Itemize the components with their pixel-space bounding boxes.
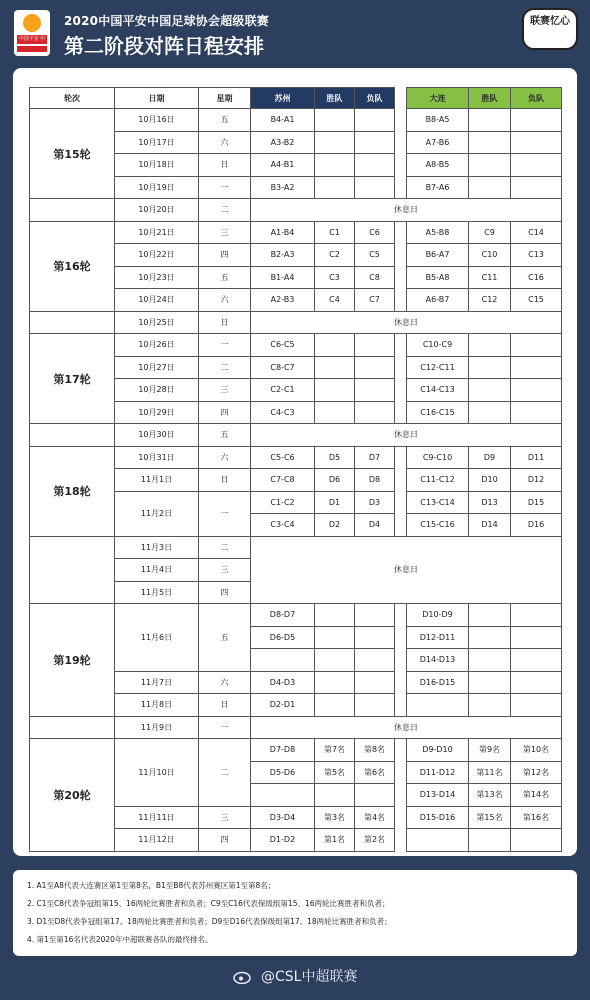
- dalian-loser: 第12名: [511, 761, 562, 784]
- suzhou-loser: C7: [355, 289, 395, 312]
- dalian-winner: 第11名: [469, 761, 511, 784]
- dalian-match: D11-D12: [407, 761, 469, 784]
- dalian-match: C12-C11: [407, 356, 469, 379]
- suzhou-loser: 第2名: [355, 829, 395, 852]
- date-cell: 10月23日: [115, 266, 199, 289]
- round-label: [30, 536, 115, 604]
- dalian-match: [407, 694, 469, 717]
- suzhou-winner: C2: [315, 244, 355, 267]
- weekday-cell: 六: [199, 131, 251, 154]
- dalian-loser: [511, 356, 562, 379]
- date-cell: 10月27日: [115, 356, 199, 379]
- suzhou-winner: [315, 626, 355, 649]
- suzhou-match: A4-B1: [251, 154, 315, 177]
- ball-icon: [23, 14, 41, 32]
- dalian-loser: D15: [511, 491, 562, 514]
- suzhou-loser: D4: [355, 514, 395, 537]
- dalian-winner: 第13名: [469, 784, 511, 807]
- suzhou-match: C4-C3: [251, 401, 315, 424]
- match-row: [30, 109, 562, 132]
- header-suzhou: 苏州: [251, 88, 315, 109]
- dalian-match: B8-A5: [407, 109, 469, 132]
- column-gap: [395, 244, 407, 267]
- rest-row: [30, 199, 562, 222]
- date-cell: 10月18日: [115, 154, 199, 177]
- dalian-winner: [469, 401, 511, 424]
- rest-day-label: 休息日: [251, 199, 562, 222]
- weekday-cell: 五: [199, 266, 251, 289]
- suzhou-match: [251, 784, 315, 807]
- suzhou-loser: [355, 334, 395, 357]
- suzhou-winner: 第7名: [315, 739, 355, 762]
- dalian-loser: [511, 154, 562, 177]
- column-gap: [395, 829, 407, 852]
- suzhou-loser: [355, 694, 395, 717]
- dalian-winner: D9: [469, 446, 511, 469]
- suzhou-match: C1-C2: [251, 491, 315, 514]
- weekday-cell: 一: [199, 491, 251, 536]
- column-gap: [395, 761, 407, 784]
- suzhou-winner: [315, 334, 355, 357]
- weekday-cell: 日: [199, 469, 251, 492]
- suzhou-match: B4-A1: [251, 109, 315, 132]
- rest-day-label: 休息日: [251, 424, 562, 447]
- dalian-match: D16-D15: [407, 671, 469, 694]
- suzhou-loser: [355, 131, 395, 154]
- suzhou-match: D1-D2: [251, 829, 315, 852]
- dalian-match: C10-C9: [407, 334, 469, 357]
- suzhou-loser: [355, 649, 395, 672]
- date-cell: 10月29日: [115, 401, 199, 424]
- column-gap: [395, 604, 407, 627]
- weekday-cell: 一: [199, 334, 251, 357]
- suzhou-loser: C5: [355, 244, 395, 267]
- weekday-cell: 三: [199, 559, 251, 582]
- suzhou-winner: [315, 649, 355, 672]
- date-cell: 10月31日: [115, 446, 199, 469]
- suzhou-loser: D7: [355, 446, 395, 469]
- dalian-winner: [469, 334, 511, 357]
- schedule-table: [29, 87, 562, 852]
- dalian-loser: 第16名: [511, 806, 562, 829]
- dalian-loser: [511, 671, 562, 694]
- date-cell: 10月30日: [115, 424, 199, 447]
- suzhou-loser: [355, 626, 395, 649]
- rest-day-label: 休息日: [251, 536, 562, 604]
- note-2: 2. C1至C8代表争冠组第15、16两轮比赛胜者和负者；C9至C16代表保级组第15、16两轮比赛胜者和负者；: [27, 899, 390, 908]
- dalian-match: C14-C13: [407, 379, 469, 402]
- weekday-cell: 日: [199, 311, 251, 334]
- suzhou-winner: C4: [315, 289, 355, 312]
- suzhou-match: C6-C5: [251, 334, 315, 357]
- suzhou-winner: [315, 379, 355, 402]
- weekday-cell: 日: [199, 694, 251, 717]
- dalian-match: D9-D10: [407, 739, 469, 762]
- suzhou-winner: [315, 671, 355, 694]
- dalian-match: D14-D13: [407, 649, 469, 672]
- dalian-winner: 第15名: [469, 806, 511, 829]
- note-4: 4. 第1至第16名代表2020年中超联赛各队的最终排名。: [27, 935, 213, 944]
- dalian-winner: [469, 131, 511, 154]
- suzhou-loser: [355, 671, 395, 694]
- schedule-panel: [13, 68, 577, 856]
- column-gap: [395, 784, 407, 807]
- weekday-cell: 四: [199, 829, 251, 852]
- dalian-loser: [511, 334, 562, 357]
- suzhou-loser: D8: [355, 469, 395, 492]
- weekday-cell: 四: [199, 581, 251, 604]
- dalian-match: B6-A7: [407, 244, 469, 267]
- date-cell: 10月24日: [115, 289, 199, 312]
- date-cell: 11月9日: [115, 716, 199, 739]
- column-gap: [395, 649, 407, 672]
- suzhou-match: C2-C1: [251, 379, 315, 402]
- weekday-cell: 五: [199, 424, 251, 447]
- suzhou-match: [251, 649, 315, 672]
- dalian-loser: C16: [511, 266, 562, 289]
- column-gap: [395, 694, 407, 717]
- dalian-winner: [469, 694, 511, 717]
- date-cell: 11月11日: [115, 806, 199, 829]
- date-cell: 10月16日: [115, 109, 199, 132]
- page-subtitle: 2020中国平安中国足球协会超级联赛: [64, 14, 269, 28]
- suzhou-match: B2-A3: [251, 244, 315, 267]
- dalian-match: D15-D16: [407, 806, 469, 829]
- date-cell: 11月10日: [115, 739, 199, 807]
- suzhou-winner: [315, 604, 355, 627]
- suzhou-loser: C8: [355, 266, 395, 289]
- rest-row: [30, 424, 562, 447]
- date-cell: 11月3日: [115, 536, 199, 559]
- suzhou-loser: [355, 784, 395, 807]
- suzhou-loser: 第6名: [355, 761, 395, 784]
- round-label: 第20轮: [30, 739, 115, 852]
- column-gap: [395, 109, 407, 132]
- suzhou-winner: D6: [315, 469, 355, 492]
- weekday-cell: 日: [199, 154, 251, 177]
- round-label: [30, 716, 115, 739]
- weekday-cell: 三: [199, 806, 251, 829]
- header: [0, 0, 590, 66]
- suzhou-match: A2-B3: [251, 289, 315, 312]
- suzhou-match: A3-B2: [251, 131, 315, 154]
- dalian-winner: C9: [469, 221, 511, 244]
- suzhou-winner: C3: [315, 266, 355, 289]
- suzhou-winner: [315, 784, 355, 807]
- notes-box: [13, 870, 577, 956]
- header-winner: 胜队: [315, 88, 355, 109]
- date-cell: 10月20日: [115, 199, 199, 222]
- logo-text: 中国平安 中: [18, 36, 46, 42]
- dalian-match: B5-A8: [407, 266, 469, 289]
- suzhou-winner: 第1名: [315, 829, 355, 852]
- weibo-icon: [233, 970, 253, 984]
- header-winner: 胜队: [469, 88, 511, 109]
- date-cell: 11月7日: [115, 671, 199, 694]
- footer: [0, 966, 590, 986]
- slogan-badge: 联赛忆心: [522, 8, 578, 50]
- weekday-cell: 三: [199, 221, 251, 244]
- dalian-match: C9-C10: [407, 446, 469, 469]
- dalian-match: C13-C14: [407, 491, 469, 514]
- suzhou-loser: 第8名: [355, 739, 395, 762]
- column-gap: [395, 446, 407, 469]
- suzhou-winner: [315, 154, 355, 177]
- suzhou-winner: D5: [315, 446, 355, 469]
- round-label: 第15轮: [30, 109, 115, 199]
- suzhou-match: C7-C8: [251, 469, 315, 492]
- dalian-loser: D16: [511, 514, 562, 537]
- dalian-match: C16-C15: [407, 401, 469, 424]
- column-gap: [395, 401, 407, 424]
- suzhou-loser: [355, 176, 395, 199]
- dalian-match: C11-C12: [407, 469, 469, 492]
- dalian-match: D10-D9: [407, 604, 469, 627]
- round-label: [30, 311, 115, 334]
- dalian-loser: C13: [511, 244, 562, 267]
- column-gap: [395, 469, 407, 492]
- dalian-loser: C15: [511, 289, 562, 312]
- date-cell: 11月12日: [115, 829, 199, 852]
- column-gap: [395, 131, 407, 154]
- dalian-loser: [511, 131, 562, 154]
- rest-row: [30, 311, 562, 334]
- footer-text: @CSL中超联赛: [260, 969, 358, 985]
- weekday-cell: 二: [199, 739, 251, 807]
- dalian-loser: 第14名: [511, 784, 562, 807]
- suzhou-match: D2-D1: [251, 694, 315, 717]
- weekday-cell: 一: [199, 716, 251, 739]
- date-cell: 11月2日: [115, 491, 199, 536]
- column-gap: [395, 739, 407, 762]
- column-gap: [395, 626, 407, 649]
- round-label: [30, 424, 115, 447]
- dalian-winner: D14: [469, 514, 511, 537]
- suzhou-loser: [355, 109, 395, 132]
- suzhou-winner: 第3名: [315, 806, 355, 829]
- header-dalian: 大连: [407, 88, 469, 109]
- dalian-loser: [511, 694, 562, 717]
- dalian-winner: C10: [469, 244, 511, 267]
- date-cell: 10月21日: [115, 221, 199, 244]
- weekday-cell: 二: [199, 199, 251, 222]
- dalian-match: A8-B5: [407, 154, 469, 177]
- date-cell: 11月6日: [115, 604, 199, 672]
- dalian-match: A5-B8: [407, 221, 469, 244]
- note-3: 3. D1至D8代表争冠组第17、18两轮比赛胜者和负者；D9至D16代表保级组第17、18两轮比赛胜者和负者；: [27, 917, 392, 926]
- dalian-winner: C11: [469, 266, 511, 289]
- dalian-loser: C14: [511, 221, 562, 244]
- header-date: 日期: [115, 88, 199, 109]
- round-label: [30, 199, 115, 222]
- dalian-winner: D10: [469, 469, 511, 492]
- dalian-loser: 第10名: [511, 739, 562, 762]
- match-row: [30, 221, 562, 244]
- weekday-cell: 六: [199, 671, 251, 694]
- dalian-match: D13-D14: [407, 784, 469, 807]
- suzhou-winner: [315, 694, 355, 717]
- date-cell: 10月25日: [115, 311, 199, 334]
- dalian-winner: [469, 626, 511, 649]
- suzhou-winner: D1: [315, 491, 355, 514]
- page-title: 第二阶段对阵日程安排: [64, 34, 264, 58]
- suzhou-loser: [355, 401, 395, 424]
- weekday-cell: 一: [199, 176, 251, 199]
- match-row: [30, 334, 562, 357]
- weekday-cell: 五: [199, 109, 251, 132]
- column-gap: [395, 491, 407, 514]
- suzhou-loser: [355, 604, 395, 627]
- suzhou-match: C3-C4: [251, 514, 315, 537]
- date-cell: 10月22日: [115, 244, 199, 267]
- column-gap: [395, 334, 407, 357]
- match-row: [30, 604, 562, 627]
- round-label: 第18轮: [30, 446, 115, 536]
- header-loser: 负队: [511, 88, 562, 109]
- rest-day-label: 休息日: [251, 311, 562, 334]
- column-gap: [395, 379, 407, 402]
- suzhou-match: B1-A4: [251, 266, 315, 289]
- table-header-row: [30, 88, 562, 109]
- column-gap: [395, 289, 407, 312]
- suzhou-match: D3-D4: [251, 806, 315, 829]
- weekday-cell: 三: [199, 379, 251, 402]
- column-gap: [395, 806, 407, 829]
- dalian-winner: [469, 379, 511, 402]
- rest-day-label: 休息日: [251, 716, 562, 739]
- dalian-match: A6-B7: [407, 289, 469, 312]
- dalian-winner: [469, 671, 511, 694]
- csl-logo: [14, 10, 50, 56]
- suzhou-match: D8-D7: [251, 604, 315, 627]
- dalian-loser: D12: [511, 469, 562, 492]
- suzhou-winner: [315, 131, 355, 154]
- header-loser: 负队: [355, 88, 395, 109]
- dalian-winner: D13: [469, 491, 511, 514]
- date-cell: 11月4日: [115, 559, 199, 582]
- dalian-loser: [511, 176, 562, 199]
- suzhou-loser: [355, 356, 395, 379]
- suzhou-winner: C1: [315, 221, 355, 244]
- dalian-winner: [469, 109, 511, 132]
- weekday-cell: 六: [199, 446, 251, 469]
- suzhou-match: D6-D5: [251, 626, 315, 649]
- dalian-match: B7-A6: [407, 176, 469, 199]
- dalian-loser: [511, 649, 562, 672]
- dalian-winner: [469, 176, 511, 199]
- round-label: 第16轮: [30, 221, 115, 311]
- date-cell: 10月19日: [115, 176, 199, 199]
- round-label: 第19轮: [30, 604, 115, 717]
- dalian-loser: [511, 379, 562, 402]
- column-gap: [395, 266, 407, 289]
- suzhou-match: B3-A2: [251, 176, 315, 199]
- dalian-winner: [469, 154, 511, 177]
- column-gap: [395, 356, 407, 379]
- date-cell: 10月26日: [115, 334, 199, 357]
- column-gap: [395, 221, 407, 244]
- suzhou-loser: D3: [355, 491, 395, 514]
- suzhou-winner: [315, 356, 355, 379]
- weekday-cell: 二: [199, 356, 251, 379]
- note-1: 1. A1至A8代表大连赛区第1至第8名，B1至B8代表苏州赛区第1至第8名；: [27, 881, 276, 890]
- dalian-winner: [469, 829, 511, 852]
- weekday-cell: 五: [199, 604, 251, 672]
- dalian-match: [407, 829, 469, 852]
- weekday-cell: 四: [199, 244, 251, 267]
- rest-row: [30, 536, 562, 559]
- suzhou-winner: D2: [315, 514, 355, 537]
- column-gap: [395, 176, 407, 199]
- dalian-loser: [511, 829, 562, 852]
- dalian-match: D12-D11: [407, 626, 469, 649]
- dalian-loser: [511, 109, 562, 132]
- suzhou-match: C5-C6: [251, 446, 315, 469]
- dalian-match: A7-B6: [407, 131, 469, 154]
- weekday-cell: 六: [199, 289, 251, 312]
- column-gap: [395, 154, 407, 177]
- suzhou-loser: [355, 379, 395, 402]
- header-weekday: 星期: [199, 88, 251, 109]
- column-gap: [395, 671, 407, 694]
- suzhou-winner: [315, 176, 355, 199]
- header-round: 轮次: [30, 88, 115, 109]
- column-gap: [395, 514, 407, 537]
- suzhou-match: D4-D3: [251, 671, 315, 694]
- dalian-winner: [469, 649, 511, 672]
- suzhou-winner: 第5名: [315, 761, 355, 784]
- date-cell: 11月8日: [115, 694, 199, 717]
- column-gap: [395, 88, 407, 109]
- match-row: [30, 446, 562, 469]
- suzhou-loser: [355, 154, 395, 177]
- dalian-winner: 第9名: [469, 739, 511, 762]
- dalian-loser: [511, 604, 562, 627]
- match-row: [30, 739, 562, 762]
- round-label: 第17轮: [30, 334, 115, 424]
- date-cell: 10月17日: [115, 131, 199, 154]
- date-cell: 10月28日: [115, 379, 199, 402]
- suzhou-loser: 第4名: [355, 806, 395, 829]
- dalian-match: C15-C16: [407, 514, 469, 537]
- dalian-winner: C12: [469, 289, 511, 312]
- dalian-winner: [469, 604, 511, 627]
- suzhou-winner: [315, 109, 355, 132]
- suzhou-loser: C6: [355, 221, 395, 244]
- dalian-loser: [511, 626, 562, 649]
- date-cell: 11月5日: [115, 581, 199, 604]
- dalian-loser: D11: [511, 446, 562, 469]
- suzhou-match: C8-C7: [251, 356, 315, 379]
- weekday-cell: 四: [199, 401, 251, 424]
- dalian-winner: [469, 356, 511, 379]
- suzhou-match: A1-B4: [251, 221, 315, 244]
- date-cell: 11月1日: [115, 469, 199, 492]
- suzhou-match: D7-D8: [251, 739, 315, 762]
- weekday-cell: 二: [199, 536, 251, 559]
- rest-row: [30, 716, 562, 739]
- suzhou-winner: [315, 401, 355, 424]
- dalian-loser: [511, 401, 562, 424]
- suzhou-match: D5-D6: [251, 761, 315, 784]
